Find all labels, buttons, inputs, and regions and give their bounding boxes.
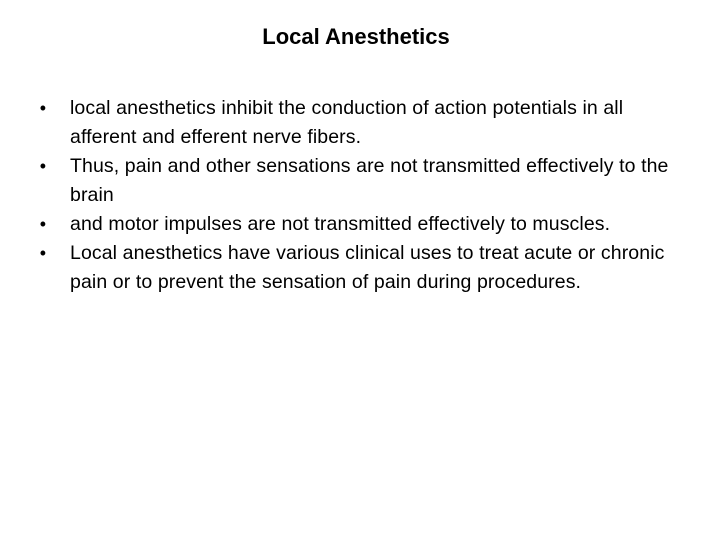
- bullet-text: Thus, pain and other sensations are not transmitted effectively to the brain: [70, 155, 669, 206]
- bullet-text: local anesthetics inhibit the conduction of action potentials in all afferent and efferent nerve fibers.: [70, 97, 624, 148]
- bullet-item: [36, 152, 686, 210]
- bullet-dot-icon: •: [39, 243, 47, 263]
- bullet-dot-icon: •: [39, 156, 47, 176]
- bullet-item: [36, 210, 686, 239]
- bullet-dot-icon: •: [39, 98, 47, 118]
- bullet-list: [36, 94, 686, 297]
- bullet-dot-icon: •: [39, 214, 47, 234]
- bullet-text: and motor impulses are not transmitted effectively to muscles.: [70, 213, 611, 235]
- bullet-item: [36, 94, 686, 152]
- slide-title: Local Anesthetics: [262, 24, 450, 49]
- bullet-text: Local anesthetics have various clinical uses to treat acute or chronic pain or to prevent the sensation of pain during procedures.: [70, 242, 665, 293]
- bullet-item: [36, 239, 686, 297]
